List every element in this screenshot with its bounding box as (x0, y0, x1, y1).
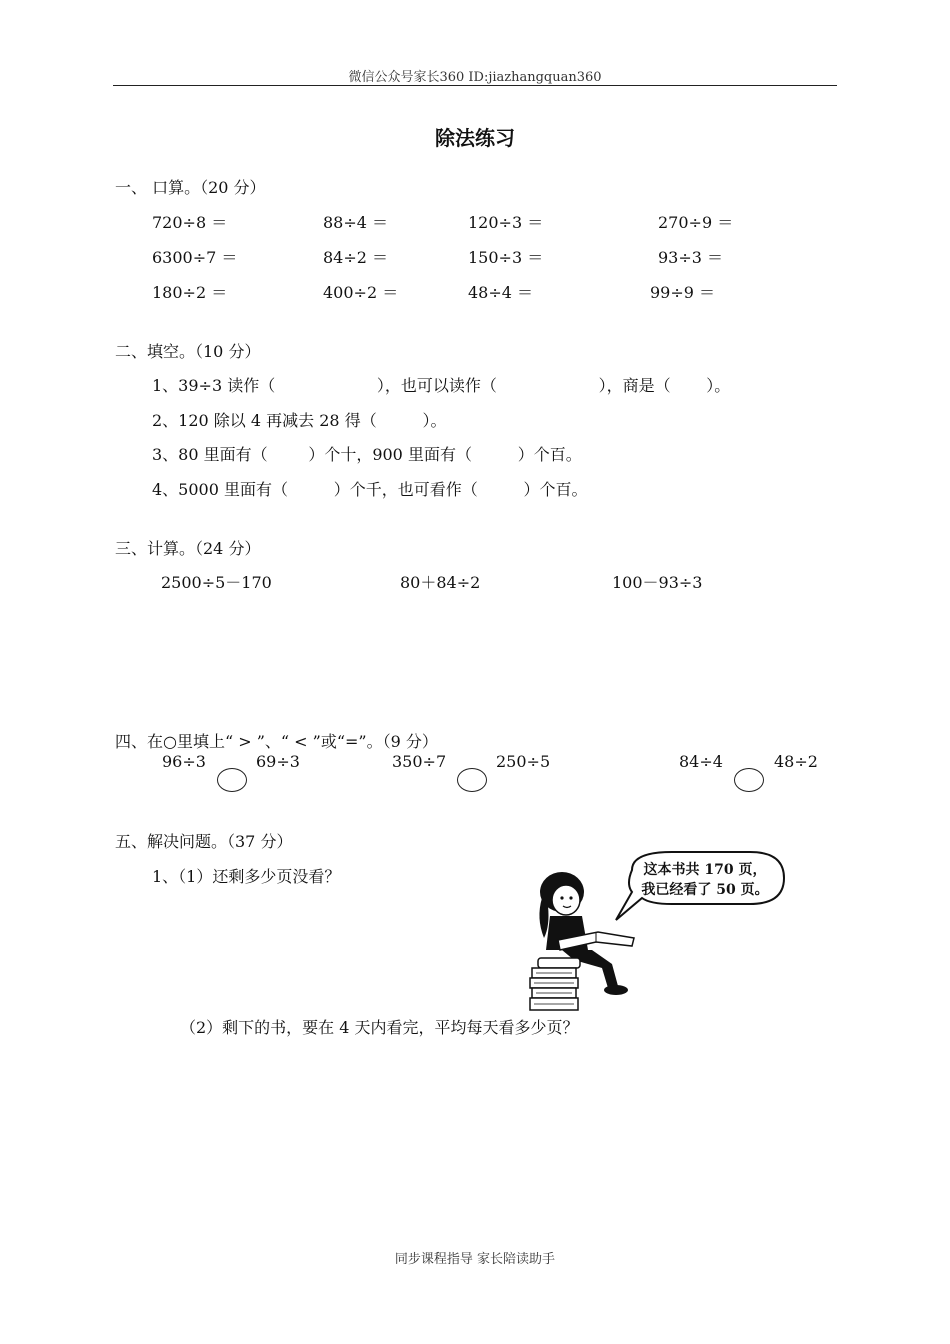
compare-left: 96÷3 (162, 752, 206, 771)
oral-calc-item: 48÷4 ＝ (468, 283, 534, 302)
fill-blank-item: 2、120 除以 4 再减去 28 得（ ）。 (152, 411, 447, 430)
section-1-heading: 一、 口算。（20 分） (115, 178, 266, 197)
oral-calc-item: 150÷3 ＝ (468, 248, 544, 267)
compare-right: 250÷5 (496, 752, 551, 771)
oral-calc-item: 6300÷7 ＝ (152, 248, 238, 267)
oral-calc-item: 93÷3 ＝ (658, 248, 724, 267)
oral-calc-item: 720÷8 ＝ (152, 213, 228, 232)
compare-circle[interactable] (734, 768, 764, 792)
page-title: 除法练习 (435, 126, 515, 150)
page-header: 微信公众号家长360 ID:jiazhangquan360 (348, 70, 602, 85)
problem-1-question: 1、（1）还剩多少页没看？ (152, 867, 341, 886)
oral-calc-item: 84÷2 ＝ (323, 248, 389, 267)
header-divider (113, 85, 837, 86)
oral-calc-item: 180÷2 ＝ (152, 283, 228, 302)
section-5-heading: 五、解决问题。（37 分） (115, 832, 293, 851)
calc-item: 80＋84÷2 (400, 573, 481, 592)
compare-right: 48÷2 (774, 752, 818, 771)
compare-circle[interactable] (217, 768, 247, 792)
problem-1-subquestion: （2）剩下的书，要在 4 天内看完，平均每天看多少页？ (180, 1018, 579, 1037)
oral-calc-item: 99÷9 ＝ (650, 283, 716, 302)
section-4-heading: 四、在○里填上“ > ”、“ < ”或“=”。（9 分） (115, 732, 438, 751)
oral-calc-item: 270÷9 ＝ (658, 213, 734, 232)
compare-left: 84÷4 (679, 752, 723, 771)
fill-blank-item: 3、80 里面有（ ）个十，900 里面有（ ）个百。 (152, 445, 582, 464)
section-2-heading: 二、填空。（10 分） (115, 342, 261, 361)
calc-item: 100－93÷3 (612, 573, 703, 592)
oral-calc-item: 400÷2 ＝ (323, 283, 399, 302)
compare-right: 69÷3 (256, 752, 300, 771)
speech-bubble-line: 这本书共 170 页， (643, 862, 767, 878)
compare-circle[interactable] (457, 768, 487, 792)
compare-left: 350÷7 (392, 752, 447, 771)
oral-calc-item: 88÷4 ＝ (323, 213, 389, 232)
speech-bubble-line: 我已经看了 50 页。 (641, 882, 769, 898)
calc-item: 2500÷5－170 (161, 573, 272, 592)
section-3-heading: 三、计算。（24 分） (115, 539, 261, 558)
oral-calc-item: 120÷3 ＝ (468, 213, 544, 232)
page-footer: 同步课程指导 家长陪读助手 (394, 1252, 556, 1267)
fill-blank-item: 1、39÷3 读作（ ），也可以读作（ ），商是（ ）。 (152, 376, 731, 395)
fill-blank-item: 4、5000 里面有（ ）个千，也可看作（ ）个百。 (152, 480, 588, 499)
